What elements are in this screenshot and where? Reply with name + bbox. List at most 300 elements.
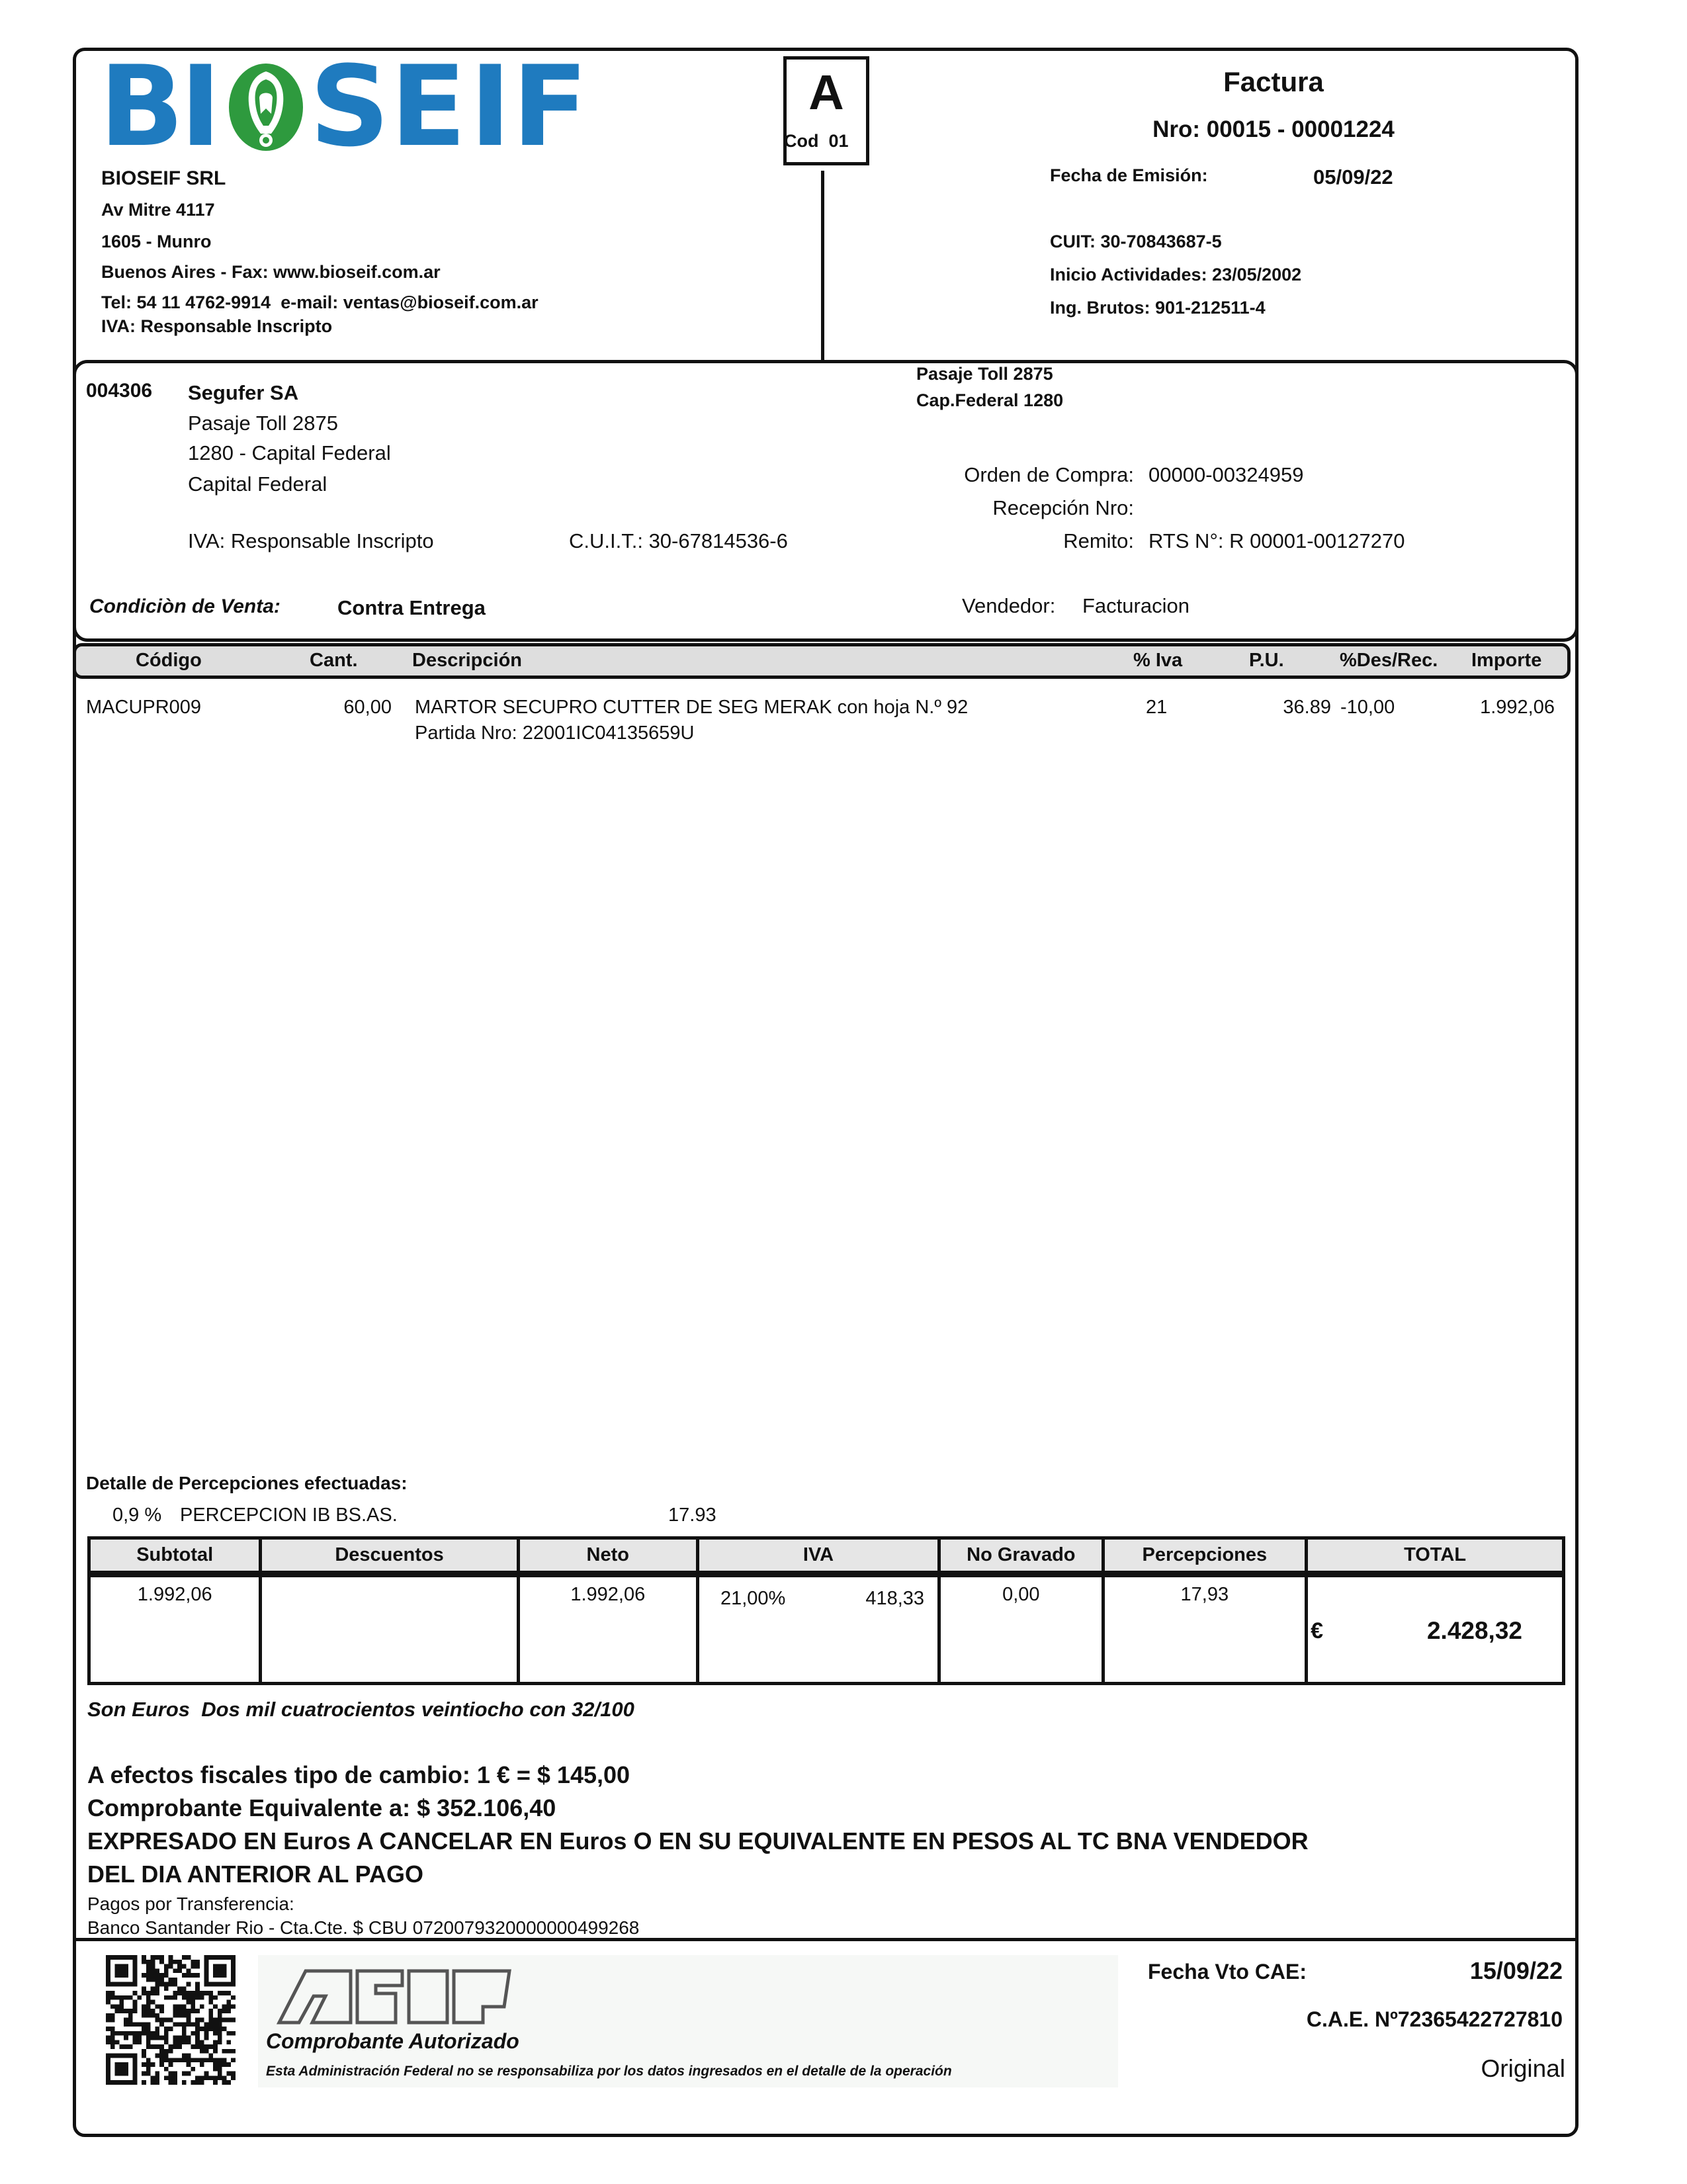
qr-module [146, 2036, 151, 2040]
qr-module [191, 1964, 195, 1969]
client-address: Pasaje Toll 2875 [188, 412, 338, 435]
qr-module [155, 2027, 159, 2031]
qr-module [155, 2075, 159, 2080]
totals-percepciones: 17,93 [1103, 1574, 1307, 1684]
qr-module [208, 2054, 213, 2058]
qr-module [204, 2058, 209, 2062]
qr-module [213, 2080, 218, 2085]
totals-header-iva: IVA [697, 1538, 939, 1574]
qr-module [110, 2013, 115, 2018]
expresado-line-1: EXPRESADO EN Euros A CANCELAR EN Euros O EN SU EQUIVALENTE EN PESOS AL TC BNA VENDEDOR [87, 1827, 1309, 1855]
recepcion-label: Recepción Nro: [992, 496, 1134, 519]
qr-module [159, 2036, 164, 2040]
qr-module [155, 1991, 159, 1995]
qr-module [133, 2036, 138, 2040]
qr-module [155, 2080, 159, 2085]
item-cant: 60,00 [343, 697, 392, 718]
qr-module [213, 2075, 218, 2080]
qr-module [164, 2049, 169, 2054]
totals-total-cell [1307, 1574, 1564, 1684]
qr-module [218, 2058, 222, 2062]
qr-module [213, 2058, 218, 2062]
qr-module [213, 2067, 218, 2072]
qr-module [128, 2013, 133, 2018]
qr-module [142, 2013, 146, 2018]
comprobante-autorizado: Comprobante Autorizado [266, 2029, 519, 2053]
qr-module [110, 2036, 115, 2040]
qr-module [159, 1955, 164, 1960]
qr-module [200, 2049, 204, 2054]
qr-module [110, 2044, 115, 2049]
percepcion-rate: 0,9 % [112, 1505, 162, 1526]
qr-module [115, 2031, 120, 2036]
qr-module [213, 1995, 218, 2000]
qr-module [169, 2044, 173, 2049]
qr-module [119, 1995, 124, 2000]
qr-module [195, 1964, 200, 1969]
qr-module [177, 2004, 182, 2009]
item-pu: 36.89 [1283, 697, 1331, 718]
logo-letter-i2: I [470, 42, 511, 171]
qr-module [159, 1982, 164, 1987]
qr-module [222, 2058, 227, 2062]
invoice-letter: A [808, 65, 844, 120]
qr-module [146, 1978, 151, 1982]
qr-module [155, 2013, 159, 2018]
qr-module [200, 2018, 204, 2023]
qr-module [226, 2072, 231, 2076]
qr-module [200, 1991, 204, 1995]
qr-module [177, 1960, 182, 1964]
qr-module [218, 2009, 222, 2013]
qr-module [195, 2075, 200, 2080]
cae-number: C.A.E. Nº72365422727810 [1306, 2007, 1563, 2031]
qr-module [195, 1982, 200, 1987]
qr-module [231, 2058, 236, 2062]
qr-module [128, 2031, 133, 2036]
totals-table [87, 1536, 1565, 1685]
qr-module [173, 2058, 177, 2062]
qr-module [146, 2009, 151, 2013]
qr-module [195, 2040, 200, 2044]
qr-module [226, 2040, 231, 2044]
percepcion-name: PERCEPCION IB BS.AS. [180, 1505, 398, 1526]
qr-module [173, 2013, 177, 2018]
qr-module [128, 1995, 133, 2000]
qr-module [106, 1995, 110, 2000]
condicion-value: Contra Entrega [337, 596, 486, 619]
qr-module [159, 1978, 164, 1982]
qr-module [137, 1995, 142, 2000]
totals-header-neto: Neto [518, 1538, 697, 1574]
qr-module [106, 2000, 110, 2005]
qr-module [115, 2009, 120, 2013]
qr-module [226, 1991, 231, 1995]
issuer-city: 1605 - Munro [101, 232, 212, 251]
qr-module [159, 2022, 164, 2027]
qr-module [142, 2062, 146, 2067]
qr-module [226, 2004, 231, 2009]
qr-module [173, 1991, 177, 1995]
qr-module [133, 1991, 138, 1995]
qr-module [204, 2072, 209, 2076]
copy-label: Original [1481, 2055, 1565, 2082]
qr-module [182, 2072, 187, 2076]
qr-module [164, 1982, 169, 1987]
qr-module [177, 2013, 182, 2018]
qr-module [173, 1978, 177, 1982]
qr-module [218, 2022, 222, 2027]
qr-module [208, 2000, 213, 2005]
qr-module [182, 2027, 187, 2031]
tipo-cambio: A efectos fiscales tipo de cambio: 1 € = $ 145,00 [87, 1761, 630, 1788]
qr-module [115, 2004, 120, 2009]
qr-module [159, 1960, 164, 1964]
totals-header-subtotal: Subtotal [89, 1538, 261, 1574]
qr-module [151, 1955, 155, 1960]
qr-module [173, 2075, 177, 2080]
bioseif-logo [99, 42, 588, 171]
qr-module [128, 2044, 133, 2049]
qr-module [218, 2040, 222, 2044]
qr-module [155, 2072, 159, 2076]
qr-module [146, 1991, 151, 1995]
qr-module [200, 2075, 204, 2080]
qr-module [218, 2062, 222, 2067]
qr-module [208, 2022, 213, 2027]
qr-module [151, 2062, 155, 2067]
qr-module [191, 2080, 195, 2085]
qr-module [213, 2031, 218, 2036]
qr-module [191, 2067, 195, 2072]
qr-module [231, 2018, 236, 2023]
qr-module [204, 2075, 209, 2080]
qr-module [164, 2027, 169, 2031]
qr-module [151, 2013, 155, 2018]
logo-letter-s: S [310, 42, 390, 171]
afip-panel [258, 1955, 1118, 2087]
afip-logo-icon [273, 1967, 517, 2027]
qr-module [164, 2040, 169, 2044]
vto-cae-value: 15/09/22 [1469, 1957, 1563, 1984]
qr-module [200, 2058, 204, 2062]
qr-module [151, 1986, 155, 1991]
qr-module [200, 2080, 204, 2085]
qr-module [182, 1995, 187, 2000]
qr-module [218, 2031, 222, 2036]
qr-module [146, 2044, 151, 2049]
qr-module [195, 2058, 200, 2062]
expresado-line-2: DEL DIA ANTERIOR AL PAGO [87, 1860, 424, 1888]
qr-module [226, 2062, 231, 2067]
qr-module [218, 2018, 222, 2023]
qr-module [151, 1973, 155, 1978]
qr-module [182, 2013, 187, 2018]
qr-module [177, 1991, 182, 1995]
qr-module [173, 1982, 177, 1987]
qr-module [169, 2027, 173, 2031]
qr-module [187, 2022, 191, 2027]
qr-module [187, 1995, 191, 2000]
qr-module [222, 2027, 227, 2031]
qr-module [124, 1995, 128, 2000]
totals-values-row [89, 1574, 1564, 1684]
qr-module [119, 2000, 124, 2005]
qr-module [173, 2036, 177, 2040]
qr-module [195, 2036, 200, 2040]
qr-module [146, 2058, 151, 2062]
qr-module [151, 2009, 155, 2013]
qr-module [151, 2075, 155, 2080]
qr-module [146, 2000, 151, 2005]
totals-iva-amount: 418,33 [865, 1587, 925, 1609]
qr-module [146, 2040, 151, 2044]
client-province: Capital Federal [188, 472, 327, 496]
qr-module [187, 2072, 191, 2076]
col-header-iva: % Iva [1133, 650, 1183, 671]
qr-module [115, 1995, 120, 2000]
qr-module [226, 2049, 231, 2054]
qr-module [151, 2080, 155, 2085]
qr-module [222, 2049, 227, 2054]
qr-module [222, 2009, 227, 2013]
condicion-label: Condiciòn de Venta: [89, 595, 281, 617]
qr-module [231, 2049, 236, 2054]
qr-module [151, 1978, 155, 1982]
qr-module [187, 2054, 191, 2058]
qr-module [164, 2067, 169, 2072]
qr-module [119, 2044, 124, 2049]
divider-vertical [821, 171, 824, 361]
qr-module [173, 1968, 177, 1973]
qr-module [187, 2062, 191, 2067]
qr-module [204, 2044, 209, 2049]
qr-module [142, 2054, 146, 2058]
qr-module [226, 2031, 231, 2036]
qr-module [213, 2040, 218, 2044]
totals-header-no-gravado: No Gravado [939, 1538, 1103, 1574]
qr-module [173, 2080, 177, 2085]
qr-module [124, 2009, 128, 2013]
qr-module [195, 1995, 200, 2000]
qr-module [106, 2040, 110, 2044]
qr-module [200, 2062, 204, 2067]
issuer-fax: Buenos Aires - Fax: www.bioseif.com.ar [101, 262, 441, 282]
qr-module [191, 2004, 195, 2009]
qr-module [187, 1955, 191, 1960]
qr-module [187, 2009, 191, 2013]
qr-module [182, 2058, 187, 2062]
qr-module [155, 2044, 159, 2049]
qr-module [231, 1995, 236, 2000]
qr-module [124, 2031, 128, 2036]
item-iva: 21 [1146, 697, 1168, 718]
qr-module [146, 2027, 151, 2031]
qr-module [124, 2018, 128, 2023]
qr-module [204, 1991, 209, 1995]
qr-module [159, 2058, 164, 2062]
qr-module [182, 1973, 187, 1978]
afip-disclaimer: Esta Administración Federal no se responsabiliza por los datos ingresados en el detalle de la operación [266, 2064, 952, 2079]
qr-module [213, 2022, 218, 2027]
qr-module [226, 2018, 231, 2023]
qr-module [208, 2058, 213, 2062]
qr-finder [115, 2062, 128, 2075]
qr-module [110, 1991, 115, 1995]
qr-module [159, 2004, 164, 2009]
qr-module [151, 2044, 155, 2049]
logo-letter-i: I [180, 42, 222, 171]
qr-module [128, 2009, 133, 2013]
qr-code [106, 1955, 236, 2085]
qr-module [106, 2027, 110, 2031]
qr-module [187, 2040, 191, 2044]
qr-module [213, 2018, 218, 2023]
banco-cbu: Banco Santander Rio - Cta.Cte. $ CBU 0720079320000000499268 [87, 1917, 640, 1938]
invoice-number: Nro: 00015 - 00001224 [1152, 116, 1395, 142]
qr-module [146, 1968, 151, 1973]
qr-module [173, 2044, 177, 2049]
qr-module [169, 2072, 173, 2076]
qr-module [110, 2018, 115, 2023]
invoice-cod: Cod 01 [784, 131, 849, 151]
qr-module [146, 1973, 151, 1978]
qr-module [218, 2072, 222, 2076]
qr-module [146, 2067, 151, 2072]
qr-module [191, 1991, 195, 1995]
qr-module [187, 1973, 191, 1978]
totals-neto: 1.992,06 [518, 1574, 697, 1684]
qr-module [142, 1960, 146, 1964]
qr-module [191, 2009, 195, 2013]
qr-module [204, 2027, 209, 2031]
qr-module [208, 2027, 213, 2031]
issuer-iva: IVA: Responsable Inscripto [101, 316, 333, 336]
qr-module [208, 2009, 213, 2013]
qr-module [142, 2049, 146, 2054]
qr-module [133, 2004, 138, 2009]
qr-module [115, 2040, 120, 2044]
qr-module [169, 2058, 173, 2062]
qr-module [187, 2000, 191, 2005]
qr-module [177, 1968, 182, 1973]
qr-module [146, 1964, 151, 1969]
currency-symbol: € [1311, 1618, 1324, 1643]
qr-module [191, 2022, 195, 2027]
qr-module [142, 2027, 146, 2031]
fecha-emision-value: 05/09/22 [1313, 165, 1393, 189]
qr-module [213, 2004, 218, 2009]
qr-module [173, 2009, 177, 2013]
qr-module [187, 1991, 191, 1995]
qr-module [191, 1973, 195, 1978]
qr-module [110, 2027, 115, 2031]
qr-module [110, 2004, 115, 2009]
qr-module [137, 2022, 142, 2027]
qr-module [124, 2036, 128, 2040]
qr-module [142, 2080, 146, 2085]
qr-module [106, 2036, 110, 2040]
qr-module [151, 1968, 155, 1973]
qr-module [177, 2009, 182, 2013]
vendedor-value: Facturacion [1082, 594, 1190, 617]
qr-finder [213, 1964, 226, 1978]
logo-letter-f: F [512, 42, 588, 171]
qr-module [177, 2044, 182, 2049]
qr-module [133, 2009, 138, 2013]
qr-module [208, 2075, 213, 2080]
qr-module [169, 2075, 173, 2080]
qr-module [182, 1955, 187, 1960]
qr-module [155, 2054, 159, 2058]
qr-module [133, 2031, 138, 2036]
qr-module [110, 1995, 115, 2000]
qr-module [226, 2009, 231, 2013]
item-descripcion: MARTOR SECUPRO CUTTER DE SEG MERAK con hoja N.º 92 [415, 697, 969, 718]
qr-module [191, 1960, 195, 1964]
ship-line-1: Pasaje Toll 2875 [916, 364, 1053, 384]
qr-module [142, 1955, 146, 1960]
qr-module [173, 1995, 177, 2000]
qr-module [155, 1986, 159, 1991]
client-code: 004306 [86, 380, 153, 402]
qr-module [208, 1995, 213, 2000]
qr-module [218, 2075, 222, 2080]
issuer-contact: Tel: 54 11 4762-9914 e-mail: ventas@bioseif.com.ar [101, 292, 539, 312]
qr-module [195, 2031, 200, 2036]
qr-module [142, 2022, 146, 2027]
qr-module [191, 2031, 195, 2036]
qr-module [155, 1973, 159, 1978]
qr-module [173, 2040, 177, 2044]
qr-module [164, 2075, 169, 2080]
qr-module [182, 2031, 187, 2036]
vto-cae-label: Fecha Vto CAE: [1148, 1960, 1307, 1984]
qr-module [155, 2036, 159, 2040]
qr-module [173, 1960, 177, 1964]
qr-module [155, 2004, 159, 2009]
totals-header-row [89, 1538, 1564, 1574]
qr-module [191, 2000, 195, 2005]
qr-module [213, 2062, 218, 2067]
qr-module [187, 2013, 191, 2018]
qr-module [151, 2031, 155, 2036]
issuer-ing-brutos: Ing. Brutos: 901-212511-4 [1050, 298, 1266, 318]
col-header-importe: Importe [1471, 650, 1542, 671]
qr-module [182, 1964, 187, 1969]
qr-module [169, 1964, 173, 1969]
qr-module [226, 2000, 231, 2005]
client-name: Segufer SA [188, 381, 299, 404]
qr-module [155, 2018, 159, 2023]
qr-module [142, 1986, 146, 1991]
comprobante-equivalente: Comprobante Equivalente a: $ 352.106,40 [87, 1794, 556, 1821]
qr-module [195, 2022, 200, 2027]
orden-label: Orden de Compra: [964, 463, 1134, 486]
qr-module [204, 2031, 209, 2036]
footer-divider [73, 1938, 1579, 1941]
qr-module [182, 1991, 187, 1995]
qr-module [195, 2009, 200, 2013]
qr-module [169, 1955, 173, 1960]
qr-module [146, 2072, 151, 2076]
qr-module [137, 2036, 142, 2040]
totals-header-descuentos: Descuentos [261, 1538, 518, 1574]
remito-label: Remito: [1063, 529, 1134, 552]
qr-module [146, 2022, 151, 2027]
qr-module [151, 2036, 155, 2040]
qr-module [200, 2027, 204, 2031]
